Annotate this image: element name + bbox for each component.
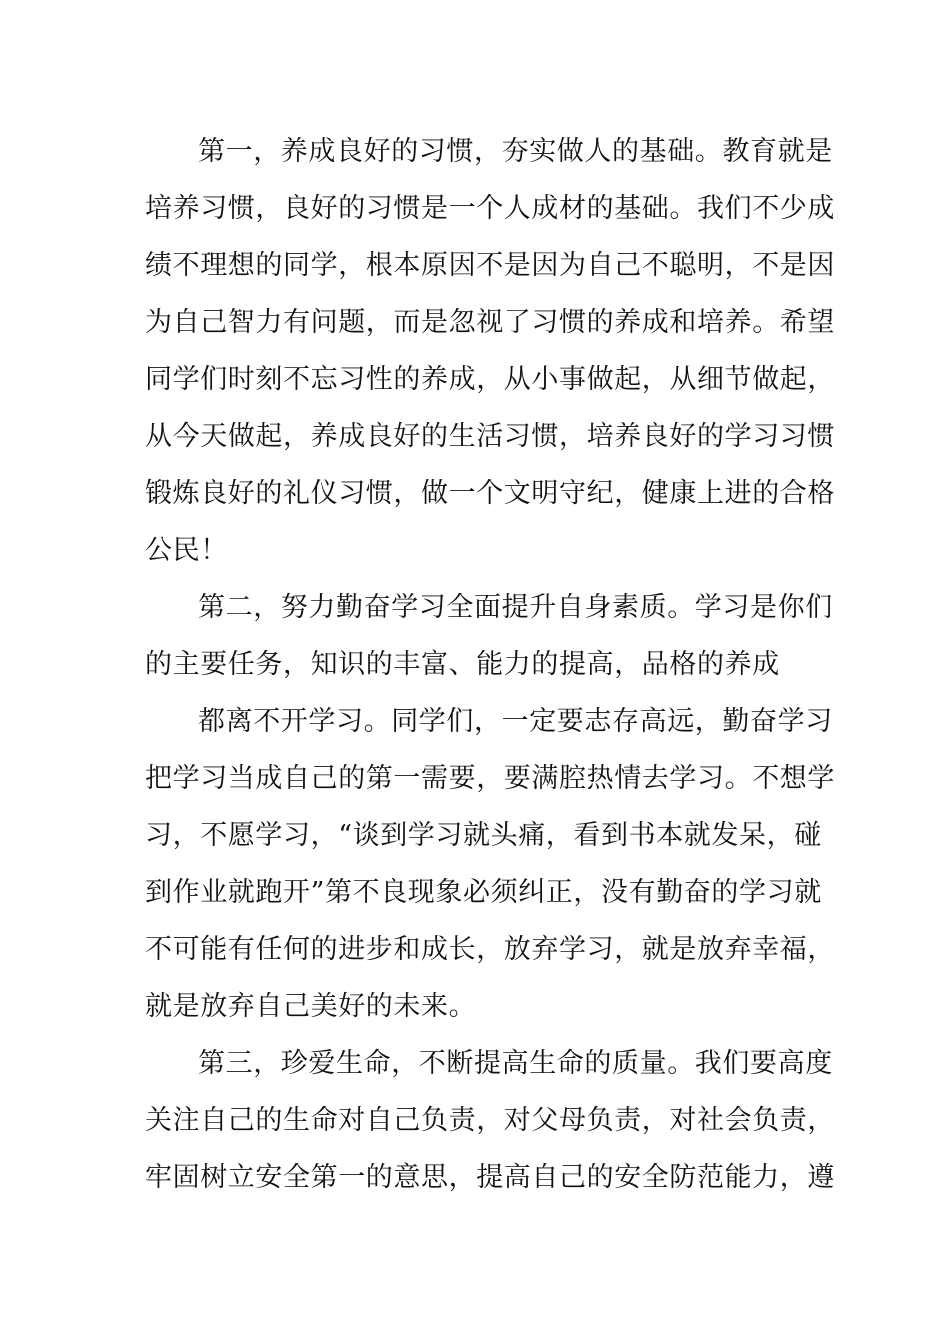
paragraph-4-line-1: 第三，珍爱生命，不断提高生命的质量。我们要高度 xyxy=(198,1048,833,1079)
paragraph-4-line-2: 关注自己的生命对自己负责，对父母负责，对社会负责， xyxy=(145,1105,835,1136)
paragraph-1-line-3: 绩不理想的同学，根本原因不是因为自己不聪明，不是因 xyxy=(145,250,835,281)
paragraph-2-line-1: 第二，努力勤奋学习全面提升自身素质。学习是你们 xyxy=(198,592,833,623)
paragraph-3-line-6: 就是放弃自己美好的未来。 xyxy=(145,991,477,1022)
paragraph-1-line-5: 同学们时刻不忘习性的养成，从小事做起，从细节做起， xyxy=(145,364,835,395)
paragraph-3-line-1: 都离不开学习。同学们，一定要志存高远，勤奋学习 xyxy=(198,706,833,737)
paragraph-1-line-8: 公民！ xyxy=(145,535,228,566)
paragraph-1-line-7: 锻炼良好的礼仪习惯，做一个文明守纪，健康上进的合格 xyxy=(145,478,835,509)
paragraph-4-line-3: 牢固树立安全第一的意思，提高自己的安全防范能力，遵 xyxy=(145,1162,835,1193)
paragraph-1-line-2: 培养习惯，良好的习惯是一个人成材的基础。我们不少成 xyxy=(145,193,835,224)
paragraph-3-line-3: 习，不愿学习，“谈到学习就头痛，看到书本就发呆，碰 xyxy=(145,820,822,851)
paragraph-3-line-4: 到作业就跑开”第不良现象必须纠正，没有勤奋的学习就 xyxy=(145,877,822,908)
paragraph-3-line-2: 把学习当成自己的第一需要，要满腔热情去学习。不想学 xyxy=(145,763,835,794)
paragraph-1-line-4: 为自己智力有问题，而是忽视了习惯的养成和培养。希望 xyxy=(145,307,835,338)
paragraph-2-line-2: 的主要任务，知识的丰富、能力的提高，品格的养成 xyxy=(145,649,780,680)
paragraph-1-line-1: 第一，养成良好的习惯，夯实做人的基础。教育就是 xyxy=(198,136,833,167)
paragraph-3-line-5: 不可能有任何的进步和成长，放弃学习，就是放弃幸福， xyxy=(145,934,835,965)
paragraph-1-line-6: 从今天做起，养成良好的生活习惯，培养良好的学习习惯 xyxy=(145,421,835,452)
